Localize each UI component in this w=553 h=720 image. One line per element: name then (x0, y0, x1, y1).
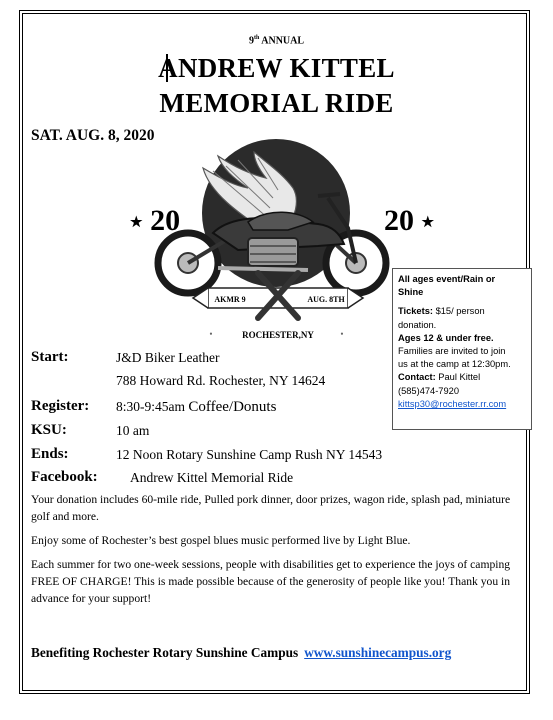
paragraph-camp: Each summer for two one-week sessions, people with disabilities get to experience the joys of camping FREE OF CHARGE! This is made possible because of the generosity of people like you! Thank you in advance for your support! (31, 558, 511, 606)
paragraph-donation: Your donation includes 60-mile ride, Pulled pork dinner, door prizes, wagon ride, splash pad, miniature golf and more. (31, 493, 511, 524)
title-line-2: MEMORIAL RIDE (159, 88, 394, 118)
start-label: Start: (31, 349, 69, 365)
families-line-1: Families are invited to join (398, 346, 506, 357)
info-box (392, 268, 532, 430)
register-value: 8:30-9:45am Coffee/Donuts (116, 399, 277, 415)
ksu-value: 10 am (116, 423, 150, 438)
tickets-row-2: donation. (398, 319, 437, 330)
info-line-2: Shine (398, 287, 424, 298)
logo-location: ROCHESTER,NY (242, 330, 314, 340)
facebook-value: Andrew Kittel Memorial Ride (130, 470, 294, 485)
start-line-2: 788 Howard Rd. Rochester, NY 14624 (116, 373, 326, 388)
motorcycle-logo (118, 138, 438, 353)
star-icon: ★ (130, 215, 143, 231)
ends-value: 12 Noon Rotary Sunshine Camp Rush NY 14543 (116, 447, 383, 462)
register-label: Register: (31, 398, 90, 414)
ages-note: Ages 12 & under free. (398, 332, 494, 343)
star-icon-right: ★ (421, 215, 435, 231)
contact-email-link[interactable]: kittsp30@rochester.rr.com (398, 398, 507, 409)
contact-row: Contact: Paul Kittel (398, 372, 481, 383)
ksu-label: KSU: (31, 422, 67, 438)
ends-label: Ends: (31, 446, 69, 462)
logo-dot-right: • (340, 329, 344, 339)
event-date: SAT. AUG. 8, 2020 (31, 127, 155, 144)
logo-year-right: 20 ★ (384, 204, 435, 237)
logo-year-left: ★ 20 (130, 204, 181, 237)
contact-phone: (585)474-7920 (398, 385, 459, 396)
title-line-1: ANDREW KITTEL (158, 53, 395, 83)
website-link[interactable]: www.sunshinecampus.org (304, 645, 452, 660)
logo-dot-left: • (209, 329, 213, 339)
facebook-label: Facebook: (31, 469, 98, 485)
banner-left-text: AKMR 9 (214, 295, 246, 304)
tickets-row: Tickets: $15/ person (398, 306, 485, 317)
paragraph-music: Enjoy some of Rochester’s best gospel blues music performed live by Light Blue. (31, 534, 411, 547)
info-line-1: All ages event/Rain or (398, 274, 496, 284)
families-line-2: us at the camp at 12:30pm. (398, 359, 511, 370)
banner-right-text: AUG. 8TH (307, 295, 345, 304)
benefit-line: Benefiting Rochester Rotary Sunshine Campus www.sunshinecampus.org (31, 645, 452, 660)
start-line-1: J&D Biker Leather (116, 350, 220, 365)
annual-label: 9th ANNUAL (248, 35, 305, 47)
